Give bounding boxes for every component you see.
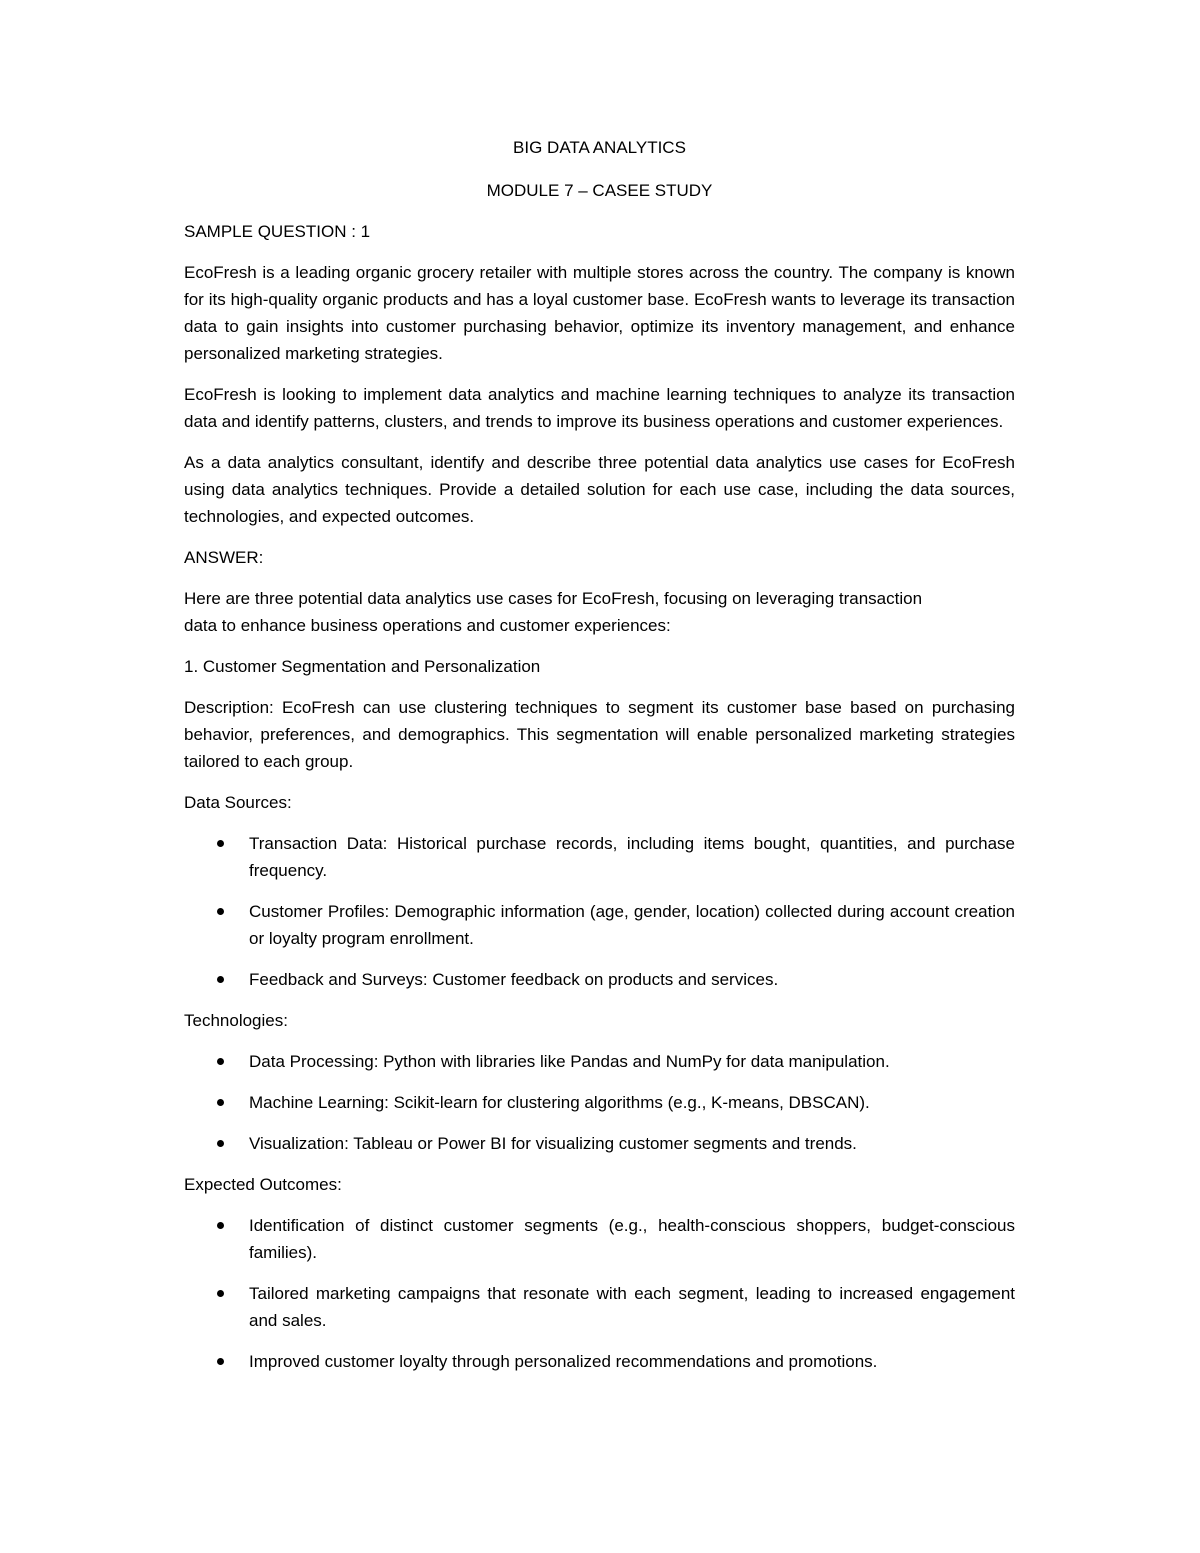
list-item-text: Tailored marketing campaigns that resonate with each segment, leading to increased engagement and sales. bbox=[249, 1284, 1015, 1330]
data-sources-label: Data Sources: bbox=[184, 793, 292, 812]
list-item bbox=[184, 1089, 1015, 1116]
use-case-description: Description: EcoFresh can use clustering techniques to segment its customer base based on purchasing behavior, preferences, and demographics. This segmentation will enable personalized marketing strategies tailored to each group. bbox=[184, 698, 1015, 771]
technologies-list bbox=[184, 1048, 1015, 1157]
document-subtitle: MODULE 7 – CASEE STUDY bbox=[486, 181, 713, 200]
list-item bbox=[184, 966, 1015, 993]
bullet-dot-icon bbox=[217, 1058, 224, 1065]
bullet-dot-icon bbox=[217, 1140, 224, 1147]
bullet-dot-icon bbox=[217, 1290, 224, 1297]
data-sources-list bbox=[184, 830, 1015, 993]
list-item bbox=[184, 898, 1015, 952]
list-item bbox=[184, 1212, 1015, 1266]
list-item-text: Feedback and Surveys: Customer feedback on products and services. bbox=[249, 970, 779, 989]
list-item-text: Machine Learning: Scikit-learn for clustering algorithms (e.g., K-means, DBSCAN). bbox=[249, 1093, 870, 1112]
use-case-heading: 1. Customer Segmentation and Personalization bbox=[184, 657, 541, 676]
list-item bbox=[184, 830, 1015, 884]
bullet-dot-icon bbox=[217, 1222, 224, 1229]
outcomes-list bbox=[184, 1212, 1015, 1375]
list-item bbox=[184, 1048, 1015, 1075]
list-item bbox=[184, 1280, 1015, 1334]
question-paragraph-2: EcoFresh is looking to implement data analytics and machine learning techniques to analyze its transaction data and identify patterns, clusters, and trends to improve its business operations and customer experiences. bbox=[184, 385, 1015, 431]
bullet-dot-icon bbox=[217, 908, 224, 915]
question-paragraph-3: As a data analytics consultant, identify and describe three potential data analytics use cases for EcoFresh using data analytics techniques. Provide a detailed solution for each use case, including the data sources, technologies, and expected outcomes. bbox=[184, 453, 1015, 526]
answer-intro-line-2: data to enhance business operations and customer experiences: bbox=[184, 616, 671, 635]
answer-label: ANSWER: bbox=[184, 548, 264, 567]
bullet-dot-icon bbox=[217, 1099, 224, 1106]
bullet-dot-icon bbox=[217, 976, 224, 983]
list-item-text: Improved customer loyalty through personalized recommendations and promotions. bbox=[249, 1352, 878, 1371]
answer-intro bbox=[184, 585, 1015, 639]
list-item bbox=[184, 1348, 1015, 1375]
list-item-text: Transaction Data: Historical purchase records, including items bought, quantities, and purchase frequency. bbox=[249, 834, 1015, 880]
list-item-text: Visualization: Tableau or Power BI for visualizing customer segments and trends. bbox=[249, 1134, 857, 1153]
outcomes-label: Expected Outcomes: bbox=[184, 1175, 342, 1194]
bullet-dot-icon bbox=[217, 840, 224, 847]
answer-intro-line-1: Here are three potential data analytics use cases for EcoFresh, focusing on leveraging transaction bbox=[184, 589, 923, 608]
list-item-text: Customer Profiles: Demographic information (age, gender, location) collected during account creation or loyalty program enrollment. bbox=[249, 902, 1015, 948]
list-item-text: Identification of distinct customer segments (e.g., health-conscious shoppers, budget-conscious families). bbox=[249, 1216, 1015, 1262]
question-paragraph-1: EcoFresh is a leading organic grocery retailer with multiple stores across the country. The company is known for its high-quality organic products and has a loyal customer base. EcoFresh wants to leverage its transaction data to gain insights into customer purchasing behavior, optimize its inventory management, and enhance personalized marketing strategies. bbox=[184, 263, 1015, 363]
document-content bbox=[184, 134, 1015, 1389]
document-title: BIG DATA ANALYTICS bbox=[513, 138, 686, 157]
technologies-label: Technologies: bbox=[184, 1011, 288, 1030]
bullet-dot-icon bbox=[217, 1358, 224, 1365]
list-item-text: Data Processing: Python with libraries like Pandas and NumPy for data manipulation. bbox=[249, 1052, 890, 1071]
list-item bbox=[184, 1130, 1015, 1157]
question-label: SAMPLE QUESTION : 1 bbox=[184, 222, 371, 241]
